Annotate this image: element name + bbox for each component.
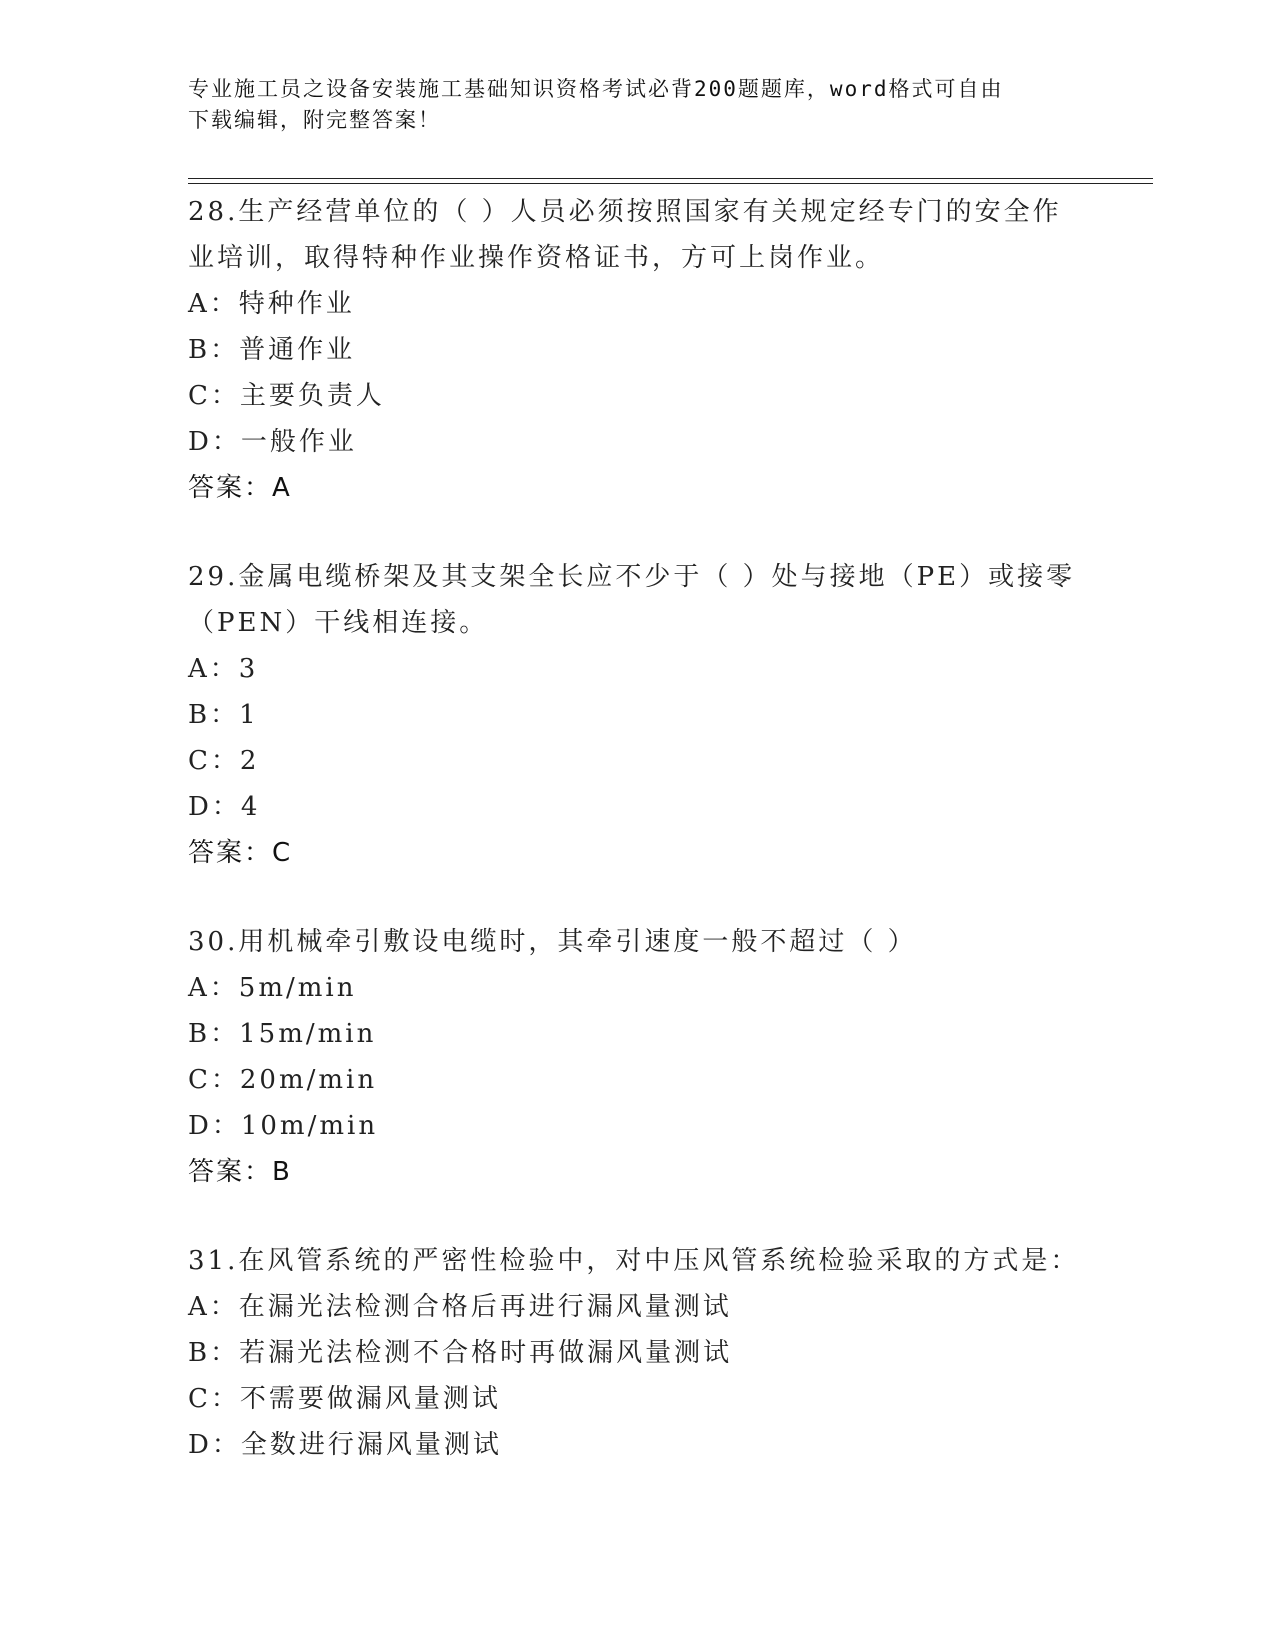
- question-text: 28.生产经营单位的（ ）人员必须按照国家有关规定经专门的安全作: [188, 197, 1062, 227]
- option-a: A：5m/min: [188, 973, 357, 1003]
- header-divider-top: [188, 178, 1153, 179]
- question-28: [188, 189, 1088, 511]
- question-30: [188, 919, 1088, 1195]
- question-31: [188, 1238, 1088, 1468]
- question-text: 31.在风管系统的严密性检验中，对中压风管系统检验采取的方式是：: [188, 1246, 1080, 1276]
- header-line-1: 专业施工员之设备安装施工基础知识资格考试必背200题题库，word格式可自由: [188, 77, 1004, 101]
- answer: 答案：A: [188, 473, 292, 503]
- option-a: A：3: [188, 654, 259, 684]
- option-b: B：若漏光法检测不合格时再做漏风量测试: [188, 1338, 733, 1368]
- option-d: D：10m/min: [188, 1111, 379, 1141]
- option-c: C：20m/min: [188, 1065, 378, 1095]
- answer: 答案：B: [188, 1157, 292, 1187]
- option-c: C：2: [188, 746, 260, 776]
- document-header: [188, 74, 1068, 136]
- question-text: 30.用机械牵引敷设电缆时，其牵引速度一般不超过（ ）: [188, 927, 917, 957]
- question-text: 29.金属电缆桥架及其支架全长应不少于（ ）处与接地（PE）或接零: [188, 562, 1076, 592]
- option-d: D：4: [188, 792, 261, 822]
- option-a: A：在漏光法检测合格后再进行漏风量测试: [188, 1292, 732, 1322]
- option-b: B：15m/min: [188, 1019, 377, 1049]
- option-c: C：不需要做漏风量测试: [188, 1384, 501, 1414]
- header-divider-bottom: [188, 183, 1153, 184]
- option-c: C：主要负责人: [188, 381, 385, 411]
- option-d: D：一般作业: [188, 427, 357, 457]
- option-d: D：全数进行漏风量测试: [188, 1430, 502, 1460]
- question-29: [188, 554, 1088, 876]
- option-b: B：1: [188, 700, 259, 730]
- option-a: A：特种作业: [188, 289, 355, 319]
- question-text-continued: （PEN）干线相连接。: [188, 608, 489, 638]
- header-line-2: 下载编辑，附完整答案！: [188, 108, 441, 132]
- question-text-continued: 业培训，取得特种作业操作资格证书，方可上岗作业。: [188, 243, 885, 273]
- answer: 答案：C: [188, 838, 293, 868]
- option-b: B：普通作业: [188, 335, 356, 365]
